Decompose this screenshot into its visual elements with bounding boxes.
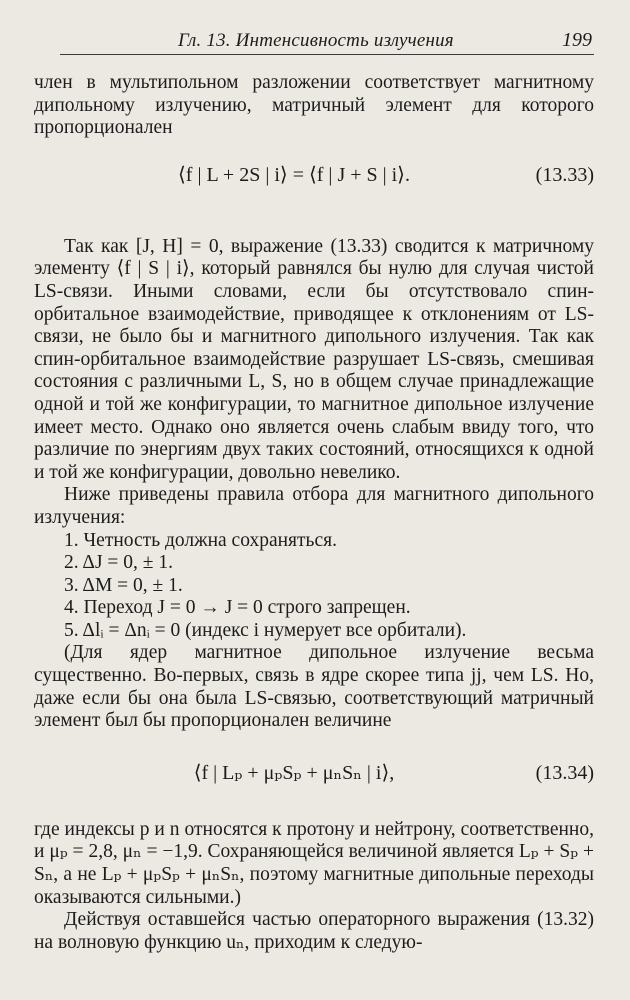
paragraph-proton-neutron: где индексы p и n относятся к протону и нейтрону, соответственно, и μₚ = 2,8, μₙ = −1,9. Сохраняющейся величиной является Lₚ + Sₚ + Sₙ, а не Lₚ + μₚSₚ + μₙSₙ, поэтому магнитные дипольные переходы оказываются сильными.) xyxy=(34,818,594,908)
paragraph-intro: член в мультипольном разложении соответствует магнитному дипольному излучению, матричный элемент для которого пропорционален xyxy=(34,72,594,139)
paragraph-continuation: Действуя оставшейся частью операторного выражения (13.32) на волновую функцию uₙ, приходим к следую- xyxy=(34,909,594,953)
page-number: 199 xyxy=(562,29,592,51)
list-item: 3. ΔM = 0, ± 1. xyxy=(64,574,183,596)
equation-13-33 xyxy=(34,142,594,210)
equation-number: (13.33) xyxy=(535,164,594,187)
page-body xyxy=(34,72,594,954)
paragraph-ls-coupling: Так как [J, H] = 0, выражение (13.33) сводится к матричному элементу ⟨f | S | i⟩, который равнялся бы нулю для случая чистой LS-связи. Иными словами, если бы отсутствовало спин-орбитальное взаимодействие, приводящее к отклонениям от LS-связи, не было бы и магнитного дипольного излучения. Так как спин-орбитальное взаимодействие разрушает LS-связь, смешивая состояния с различными L, S, но в общем случае принадлежащие одной и той же конфигурации, то магнитное дипольное излучение имеет место. Однако оно является очень слабым ввиду того, что различие по энергиям двух таких состояний, относящихся к одной и той же конфигурации, довольно невелико. xyxy=(34,235,594,483)
equation-number: (13.34) xyxy=(535,761,594,784)
list-item: 2. ΔJ = 0, ± 1. xyxy=(64,552,174,574)
chapter-title: Гл. 13. Интенсивность излучения xyxy=(178,30,454,51)
equation-expression: ⟨f | L + 2S | i⟩ = ⟨f | J + S | i⟩. xyxy=(177,164,410,187)
paragraph-nuclei: (Для ядер магнитное дипольное излучение весьма существенно. Во-первых, связь в ядре скорее типа jj, чем LS. Но, даже если бы она была LS-связью, соответствующий матричный элемент был бы пропорционален величине xyxy=(34,642,594,732)
list-item: 4. Переход J = 0 → J = 0 строго запрещен. xyxy=(64,597,411,619)
running-header xyxy=(60,28,594,55)
selection-rules-list xyxy=(34,530,594,643)
list-item: 5. Δlᵢ = Δnᵢ = 0 (индекс i нумерует все орбитали). xyxy=(64,619,467,641)
list-item: 1. Четность должна сохраняться. xyxy=(64,529,337,551)
equation-expression: ⟨f | Lₚ + μₚSₚ + μₙSₙ | i⟩, xyxy=(193,761,395,784)
equation-13-34 xyxy=(34,733,594,813)
paragraph-selection-rules-intro: Ниже приведены правила отбора для магнитного дипольного излучения: xyxy=(34,484,594,528)
